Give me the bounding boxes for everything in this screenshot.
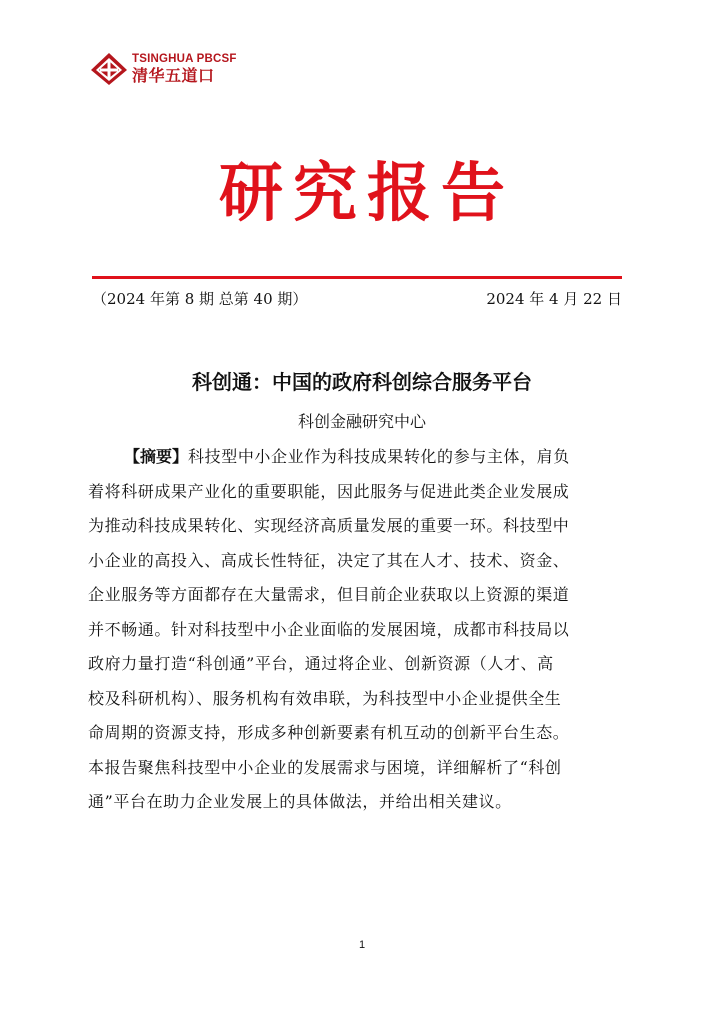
page-number: 1: [358, 939, 366, 951]
abstract-line: 命周期的资源支持，形成多种创新要素有机互动的创新平台生态。: [88, 723, 570, 742]
logo-english-name: TSINGHUA PBCSF: [132, 52, 237, 65]
abstract-line: 为推动科技成果转化、实现经济高质量发展的重要一环。科技型中: [88, 516, 570, 535]
abstract-line: 本报告聚焦科技型中小企业的发展需求与困境，详细解析了“科创: [88, 757, 562, 777]
abstract-line: 政府力量打造“科创通”平台，通过将企业、创新资源（人才、高: [88, 654, 554, 673]
logo-text: [132, 54, 237, 85]
abstract-line: 着将科研成果产业化的重要职能，因此服务与促进此类企业发展成: [88, 481, 570, 501]
report-title: 科创通：中国的政府科创综合服务平台: [192, 370, 532, 394]
abstract-label: 【摘要】: [124, 447, 189, 466]
abstract-line: [88, 440, 628, 475]
header-logo: [90, 52, 237, 86]
tsinghua-pbcsf-emblem-icon: [90, 52, 128, 86]
report-author: 科创金融研究中心: [297, 412, 426, 431]
abstract: [88, 440, 628, 820]
abstract-line: 小企业的高投入、高成长性特征，决定了其在人才、技术、资金、: [88, 550, 570, 570]
abstract-line: 企业服务等方面都存在大量需求，但目前企业获取以上资源的渠道: [88, 585, 570, 604]
logo-chinese-name: 清华五道口: [132, 66, 215, 86]
masthead-title: 研究报告: [219, 156, 515, 231]
abstract-line: 并不畅通。针对科技型中小企业面临的发展困境，成都市科技局以: [88, 619, 570, 639]
header-divider: [92, 276, 622, 279]
abstract-line-text: 科技型中小企业作为科技成果转化的参与主体，肩负: [188, 447, 570, 466]
abstract-line: 校及科研机构）、服务机构有效串联，为科技型中小企业提供全生: [88, 688, 562, 708]
abstract-line: 通”平台在助力企业发展上的具体做法，并给出相关建议。: [88, 792, 512, 811]
issue-number: （2024 年第 8 期 总第 40 期）: [92, 290, 308, 308]
issue-date: 2024 年 4 月 22 日: [486, 290, 622, 308]
